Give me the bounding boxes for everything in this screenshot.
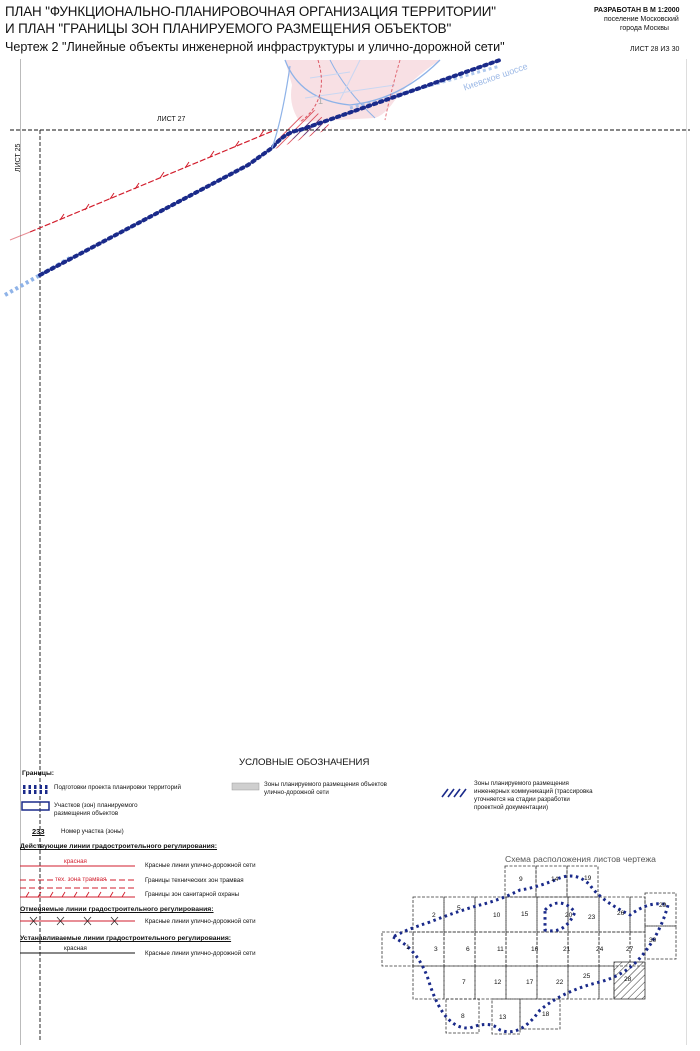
- legend-boundaries-header: Границы:: [22, 770, 55, 777]
- scheme-sheet-17: 17: [526, 979, 534, 986]
- scheme-sheet-26: 26: [617, 910, 625, 917]
- zone-number-label: 1: [318, 96, 324, 106]
- legend-established-label: Красные линии улично-дорожной сети: [145, 950, 256, 957]
- scheme-sheet-3: 3: [434, 946, 438, 953]
- scheme-sheet-7: 7: [462, 979, 466, 986]
- legend-sections-label-2: размещения объектов: [54, 810, 119, 817]
- scheme-sheet-27: 27: [626, 946, 634, 953]
- legend-established-tag: красная: [64, 945, 87, 952]
- legend-number-label: Номер участка (зоны): [61, 828, 124, 835]
- sheet-25-label: ЛИСТ 25: [15, 143, 22, 172]
- legend-cancelled-header: Отменяемые линии градостроительного регулирования:: [20, 906, 214, 913]
- scheme-sheet-13: 13: [499, 1014, 507, 1021]
- scheme-sheet-9: 9: [519, 876, 523, 883]
- drawing-subtitle: Чертеж 2 "Линейные объекты инженерной инфраструктуры и улично-дорожной сети": [5, 40, 505, 54]
- legend-tram-label: Границы технических зон трамвая: [145, 877, 244, 884]
- legend-road-zone-label-2: улично-дорожной сети: [264, 789, 329, 796]
- legend-tram-tag: тех. зона трамвая: [55, 876, 107, 883]
- scheme-sheet-2: 2: [432, 912, 436, 919]
- legend-territory-label: Подготовки проекта планировки территорий: [54, 784, 181, 791]
- scheme-sheet-19: 19: [584, 875, 592, 882]
- scheme-sheet-14: 14: [551, 876, 559, 883]
- legend-road-zone-label-1: Зоны планируемого размещения объектов: [264, 781, 387, 788]
- legend-red-line-label: Красные линии улично-дорожной сети: [145, 862, 256, 869]
- legend-eng-zone-label-1: Зоны планируемого размещения: [474, 780, 569, 787]
- legend-eng-zone-swatch: [442, 789, 466, 797]
- scheme-sheet-28: 28: [624, 976, 632, 983]
- legend-red-line-tag: красная: [64, 858, 87, 865]
- legend-sanitary-label: Границы зон санитарной охраны: [145, 891, 240, 898]
- scheme-sheet-25: 25: [583, 973, 591, 980]
- scheme-sheet-5: 5: [457, 905, 461, 912]
- plan-title-line1: ПЛАН "ФУНКЦИОНАЛЬНО-ПЛАНИРОВОЧНАЯ ОРГАНИЗАЦИЯ ТЕРРИТОРИИ": [5, 4, 496, 19]
- scheme-sheet-22: 22: [556, 979, 564, 986]
- scheme-sheet-30: 30: [649, 937, 657, 944]
- city-note: города Москвы: [620, 25, 669, 32]
- scheme-sheet-16: 16: [531, 946, 539, 953]
- sheet-number: ЛИСТ 28 ИЗ 30: [630, 46, 680, 53]
- legend-road-zone-swatch: [232, 783, 259, 790]
- scheme-sheet-18: 18: [542, 1011, 550, 1018]
- legend-eng-zone-label-3: уточняется на стадии разработки: [474, 796, 570, 803]
- legend-eng-zone-label-4: проектной документации): [474, 804, 549, 811]
- project-boundary-line: [40, 60, 500, 275]
- scheme-sheet-29: 29: [659, 902, 667, 909]
- sheet-27-label: ЛИСТ 27: [157, 116, 186, 123]
- legend-cancelled-label: Красные линии улично-дорожной сети: [145, 918, 256, 925]
- scheme-sheet-12: 12: [494, 979, 502, 986]
- scheme-sheet-1: 1: [406, 944, 410, 951]
- scheme-sheet-20: 20: [565, 912, 573, 919]
- legend-eng-zone-label-2: инженерных коммуникаций (трассировка: [474, 788, 593, 795]
- legend-number-sample: 233: [32, 827, 45, 836]
- scheme-sheet-21: 21: [563, 946, 571, 953]
- scheme-sheet-11: 11: [497, 946, 504, 953]
- settlement-note: поселение Московский: [604, 16, 679, 23]
- scheme-sheet-8: 8: [461, 1013, 465, 1020]
- legend-established-header: Устанавливаемые линии градостроительного регулирования:: [20, 935, 232, 942]
- scheme-sheet-15: 15: [521, 911, 529, 918]
- scheme-title: Схема расположения листов чертежа: [505, 854, 656, 864]
- scale-note: РАЗРАБОТАН В М 1:2000: [594, 7, 680, 14]
- legend-section-swatch: [22, 802, 49, 810]
- scheme-sheet-10: 10: [493, 912, 501, 919]
- legend-existing-header: Действующие линии градостроительного регулирования:: [20, 843, 218, 850]
- legend-title: УСЛОВНЫЕ ОБОЗНАЧЕНИЯ: [239, 757, 370, 768]
- scheme-sheet-24: 24: [596, 946, 604, 953]
- scheme-boundary: [393, 876, 668, 1032]
- scheme-sheet-23: 23: [588, 914, 596, 921]
- red-line-road: [10, 130, 275, 240]
- legend-sections-label-1: Участков (зон) планируемого: [54, 802, 138, 809]
- road-name-label: Киевское шоссе: [462, 61, 529, 93]
- scheme-sheet-6: 6: [466, 946, 470, 953]
- plan-title-line2: И ПЛАН "ГРАНИЦЫ ЗОН ПЛАНИРУЕМОГО РАЗМЕЩЕНИЯ ОБЪЕКТОВ": [5, 21, 452, 36]
